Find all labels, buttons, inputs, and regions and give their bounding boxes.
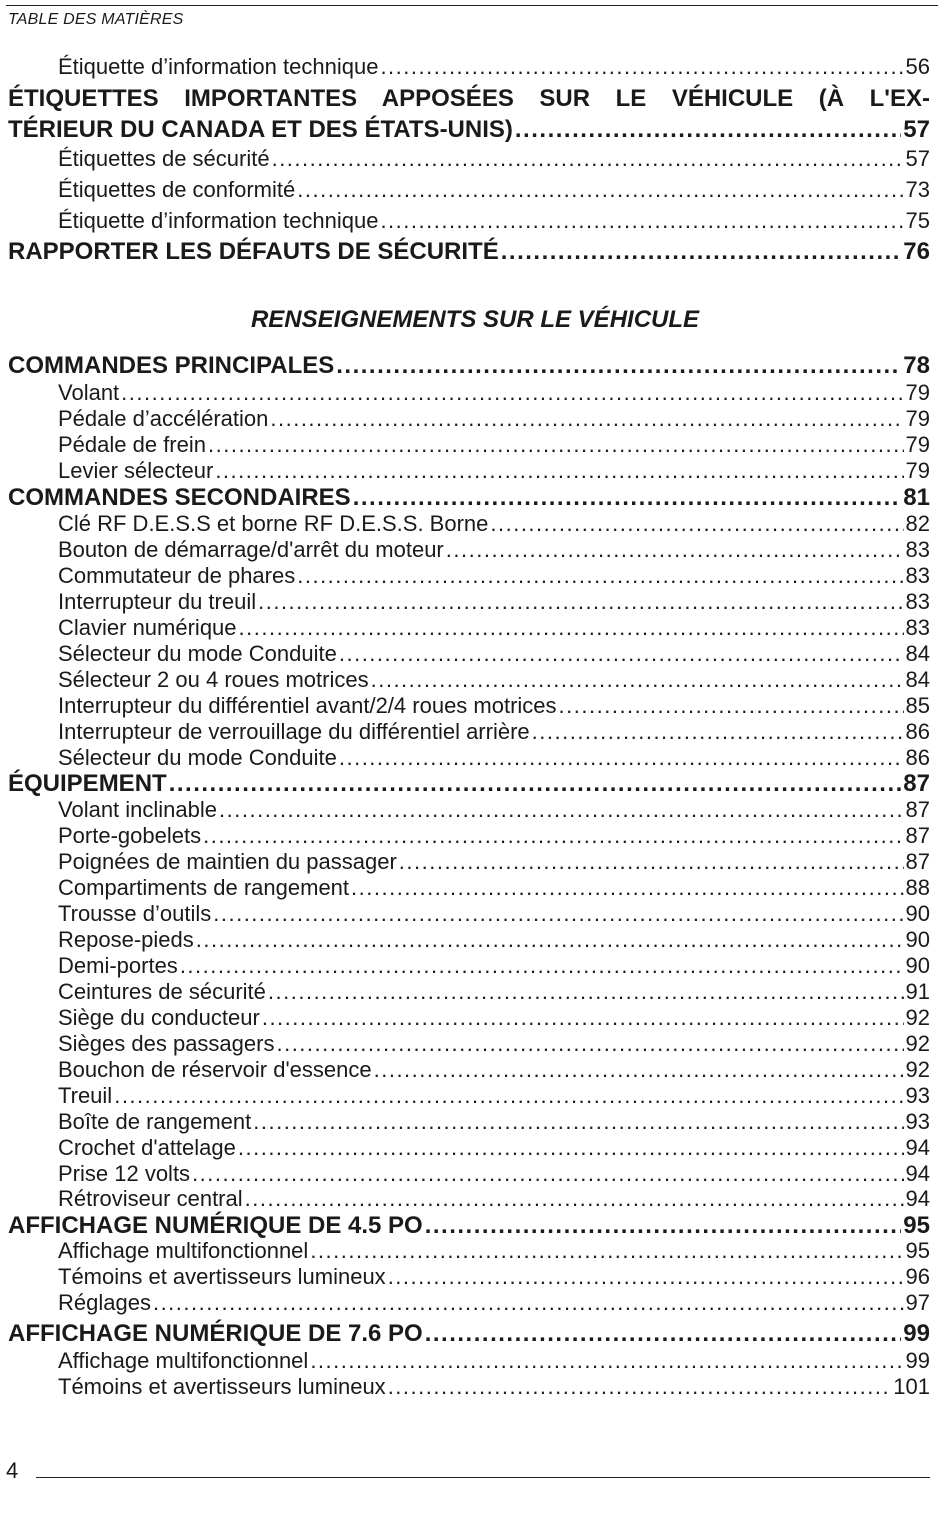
toc-entry[interactable] [58, 1186, 930, 1212]
toc-entry[interactable] [58, 406, 930, 432]
toc-entry-page: 83 [905, 615, 930, 640]
dot-leader [196, 927, 904, 953]
toc-entry-title: Interrupteur de verrouillage du différentiel arrière [58, 719, 530, 744]
toc-entry-title: Affichage multifonctionnel [58, 1238, 309, 1263]
toc-entry-title: Étiquette d’information technique [58, 54, 379, 79]
toc-entry[interactable] [58, 1238, 930, 1264]
toc-entry-page: 83 [905, 589, 930, 614]
toc-entry-title: Pédale de frein [58, 432, 206, 457]
toc-entry[interactable] [58, 667, 930, 693]
toc-entry[interactable] [58, 1005, 930, 1031]
toc-entry-page: 93 [905, 1083, 930, 1108]
toc-entry-title: Demi-portes [58, 953, 178, 978]
dot-leader [501, 238, 902, 266]
dot-leader [114, 1083, 903, 1109]
toc-entry-page: 78 [903, 352, 930, 379]
section-title: RENSEIGNEMENTS SUR LE VÉHICULE [250, 306, 700, 333]
toc-entry-title: Témoins et avertisseurs lumineux [58, 1264, 386, 1289]
toc-entry-title: Porte-gobelets [58, 823, 202, 848]
dot-leader [388, 1264, 904, 1290]
toc-entry-title: RAPPORTER LES DÉFAUTS DE SÉCURITÉ [8, 238, 499, 265]
toc-entry[interactable] [58, 1109, 930, 1135]
toc-entry[interactable] [58, 979, 930, 1005]
dot-leader [213, 901, 903, 927]
toc-entry-title: Prise 12 volts [58, 1161, 191, 1186]
toc-entry[interactable] [58, 797, 930, 823]
dot-leader [208, 432, 904, 458]
dot-leader [425, 1212, 902, 1240]
dot-leader [559, 693, 904, 719]
toc-entry-title: Étiquettes de sécurité [58, 146, 270, 171]
toc-entry[interactable] [58, 1057, 930, 1083]
toc-entry-page: 87 [905, 823, 930, 848]
dot-leader [532, 719, 904, 745]
dot-leader [219, 797, 904, 823]
toc-entry-title: Interrupteur du différentiel avant/2/4 roues motrices [58, 693, 557, 718]
toc-entry-title: Rétroviseur central [58, 1186, 243, 1211]
toc-entry-page: 83 [905, 537, 930, 562]
toc-entry-title: AFFICHAGE NUMÉRIQUE DE 4.5 PO [8, 1212, 423, 1239]
toc-entry[interactable] [58, 563, 930, 589]
toc-entry-page: 101 [893, 1374, 930, 1399]
toc-entry-page: 87 [903, 770, 930, 797]
dot-leader [245, 1186, 904, 1212]
toc-entry-page: 87 [905, 797, 930, 822]
toc-entry-title: Trousse d’outils [58, 901, 212, 926]
toc-entry-page: 90 [905, 901, 930, 926]
toc-entry[interactable] [58, 1083, 930, 1109]
toc-entry[interactable] [58, 927, 930, 953]
dot-leader [446, 537, 904, 563]
dot-leader [215, 458, 903, 484]
toc-entry-page: 90 [905, 953, 930, 978]
toc-entry-page: 79 [905, 432, 930, 457]
toc-entry[interactable] [58, 1161, 930, 1187]
toc-entry-title: Volant [58, 380, 120, 405]
toc-entry[interactable] [58, 953, 930, 979]
dot-leader [336, 352, 901, 380]
dot-leader [339, 745, 904, 771]
toc-entry-title: Volant inclinable [58, 797, 218, 822]
toc-entry-title: Bouton de démarrage/d'arrêt du moteur [58, 537, 444, 562]
toc-entry[interactable] [58, 177, 930, 203]
toc-entry-page: 82 [905, 511, 930, 536]
toc-heading-entry[interactable] [8, 484, 930, 514]
toc-entry-page: 94 [905, 1186, 930, 1211]
top-rule [6, 5, 938, 6]
toc-entry-page: 92 [905, 1031, 930, 1056]
dot-leader [297, 563, 903, 589]
toc-entry-page: 93 [905, 1109, 930, 1134]
dot-leader [262, 1005, 904, 1031]
toc-entry-page: 91 [905, 979, 930, 1004]
dot-leader [380, 54, 903, 80]
running-header: TABLE DES MATIÈRES [8, 11, 184, 28]
dot-leader [253, 1109, 903, 1135]
toc-entry-page: 79 [905, 406, 930, 431]
dot-leader [399, 849, 904, 875]
toc-entry-page: 73 [905, 177, 930, 202]
toc-heading-entry[interactable] [8, 770, 930, 800]
dot-leader [258, 589, 903, 615]
dot-leader [425, 1320, 902, 1348]
toc-entry-page: 96 [905, 1264, 930, 1289]
toc-entry-title: Étiquettes de conformité [58, 177, 296, 202]
toc-entry-title: Réglages [58, 1290, 151, 1315]
toc-entry-title: Témoins et avertisseurs lumineux [58, 1374, 386, 1399]
dot-leader [297, 177, 903, 203]
dot-leader [153, 1290, 904, 1316]
dot-leader [270, 406, 903, 432]
dot-leader [310, 1348, 903, 1374]
toc-entry-title: Compartiments de rangement [58, 875, 350, 900]
dot-leader [268, 979, 904, 1005]
toc-entry-title: Poignées de maintien du passager [58, 849, 397, 874]
toc-entry-page: 99 [903, 1320, 930, 1347]
dot-leader [490, 511, 903, 537]
toc-entry[interactable] [58, 875, 930, 901]
toc-entry-page: 86 [905, 719, 930, 744]
toc-entry-title: Clavier numérique [58, 615, 237, 640]
toc-entry-page: 56 [905, 54, 930, 79]
dot-leader [351, 875, 903, 901]
toc-entry[interactable] [58, 693, 930, 719]
toc-entry-page: 79 [905, 380, 930, 405]
toc-entry[interactable] [58, 458, 930, 484]
toc-entry-title: Bouchon de réservoir d'essence [58, 1057, 372, 1082]
toc-entry-page: 95 [905, 1238, 930, 1263]
dot-leader [169, 770, 902, 798]
toc-entry-wrapped-heading[interactable] [8, 83, 930, 145]
toc-heading-entry[interactable] [8, 1320, 930, 1350]
toc-entry-page: 83 [905, 563, 930, 588]
toc-entry-page: 99 [905, 1348, 930, 1373]
toc-entry[interactable] [58, 1264, 930, 1290]
dot-leader [374, 1057, 904, 1083]
dot-leader [180, 953, 904, 979]
toc-entry[interactable] [58, 1374, 930, 1400]
dot-leader [238, 1135, 904, 1161]
toc-entry-title: Sélecteur du mode Conduite [58, 641, 337, 666]
toc-entry-title: Crochet d'attelage [58, 1135, 236, 1160]
toc-entry[interactable] [58, 511, 930, 537]
page-number: 4 [6, 1458, 19, 1483]
toc-entry-page: 97 [905, 1290, 930, 1315]
toc-entry-title: Sièges des passagers [58, 1031, 275, 1056]
toc-entry[interactable] [58, 823, 930, 849]
toc-entry-page: 57 [905, 146, 930, 171]
dot-leader [192, 1161, 903, 1187]
toc-entry[interactable] [58, 54, 930, 80]
dot-leader [515, 114, 901, 145]
toc-entry-page: 84 [905, 641, 930, 666]
toc-entry[interactable] [58, 901, 930, 927]
toc-entry-title: Commutateur de phares [58, 563, 296, 588]
dot-leader [121, 380, 903, 406]
dot-leader [310, 1238, 903, 1264]
toc-entry-page: 92 [905, 1057, 930, 1082]
toc-entry-title-line2: TÉRIEUR DU CANADA ET DES ÉTATS-UNIS) [8, 116, 513, 143]
toc-entry[interactable] [58, 719, 930, 745]
dot-leader [388, 1374, 892, 1400]
toc-entry-page: 87 [905, 849, 930, 874]
toc-entry-page: 95 [903, 1212, 930, 1239]
toc-entry-title: Affichage multifonctionnel [58, 1348, 309, 1373]
toc-entry-title: ÉQUIPEMENT [8, 770, 167, 797]
toc-entry-title: Clé RF D.E.S.S et borne RF D.E.S.S. Borne [58, 511, 489, 536]
toc-entry-title: Sélecteur 2 ou 4 roues motrices [58, 667, 369, 692]
toc-entry[interactable] [58, 849, 930, 875]
dot-leader [353, 484, 902, 512]
toc-entry-title: Boîte de rangement [58, 1109, 252, 1134]
toc-entry[interactable] [58, 1135, 930, 1161]
toc-entry-page: 75 [905, 208, 930, 233]
toc-entry-page: 76 [903, 238, 930, 265]
toc-entry-title: Interrupteur du treuil [58, 589, 257, 614]
toc-entry-title: Repose-pieds [58, 927, 194, 952]
toc-entry-title: Pédale d’accélération [58, 406, 269, 431]
dot-leader [380, 208, 903, 234]
toc-entry-page: 86 [905, 745, 930, 770]
toc-heading-entry[interactable] [8, 352, 930, 382]
toc-entry[interactable] [58, 380, 930, 406]
toc-entry-page: 84 [905, 667, 930, 692]
toc-entry-page: 81 [903, 484, 930, 511]
dot-leader [276, 1031, 903, 1057]
toc-entry-title: COMMANDES SECONDAIRES [8, 484, 351, 511]
dot-leader [371, 667, 904, 693]
dot-leader [272, 146, 904, 172]
toc-entry-title: AFFICHAGE NUMÉRIQUE DE 7.6 PO [8, 1320, 423, 1347]
toc-entry-page: 79 [905, 458, 930, 483]
toc-entry-title-line1: ÉTIQUETTES IMPORTANTES APPOSÉES SUR LE VÉHICULE (À L'EX- [8, 85, 930, 112]
toc-entry-page: 90 [905, 927, 930, 952]
toc-entry[interactable] [58, 745, 930, 771]
toc-heading-entry[interactable] [8, 238, 930, 268]
toc-entry-title: Treuil [58, 1083, 113, 1108]
toc-entry[interactable] [58, 1290, 930, 1316]
toc-entry[interactable] [58, 1348, 930, 1374]
dot-leader [239, 615, 904, 641]
toc-entry[interactable] [58, 615, 930, 641]
toc-entry-page: 57 [903, 116, 930, 143]
toc-entry[interactable] [58, 1031, 930, 1057]
toc-entry-title: COMMANDES PRINCIPALES [8, 352, 335, 379]
toc-entry-page: 85 [905, 693, 930, 718]
dot-leader [203, 823, 903, 849]
toc-entry[interactable] [58, 641, 930, 667]
toc-entry-title: Siège du conducteur [58, 1005, 260, 1030]
toc-entry[interactable] [58, 432, 930, 458]
toc-entry-title: Sélecteur du mode Conduite [58, 745, 337, 770]
toc-entry-title: Ceintures de sécurité [58, 979, 266, 1004]
toc-entry-page: 88 [905, 875, 930, 900]
toc-entry-title: Étiquette d’information technique [58, 208, 379, 233]
toc-entry[interactable] [58, 208, 930, 234]
dot-leader [339, 641, 904, 667]
toc-entry[interactable] [58, 589, 930, 615]
toc-entry[interactable] [58, 146, 930, 172]
toc-entry-title: Levier sélecteur [58, 458, 214, 483]
toc-entry-page: 92 [905, 1005, 930, 1030]
toc-entry-page: 94 [905, 1161, 930, 1186]
bottom-rule [36, 1477, 930, 1478]
toc-entry[interactable] [58, 537, 930, 563]
toc-entry-page: 94 [905, 1135, 930, 1160]
